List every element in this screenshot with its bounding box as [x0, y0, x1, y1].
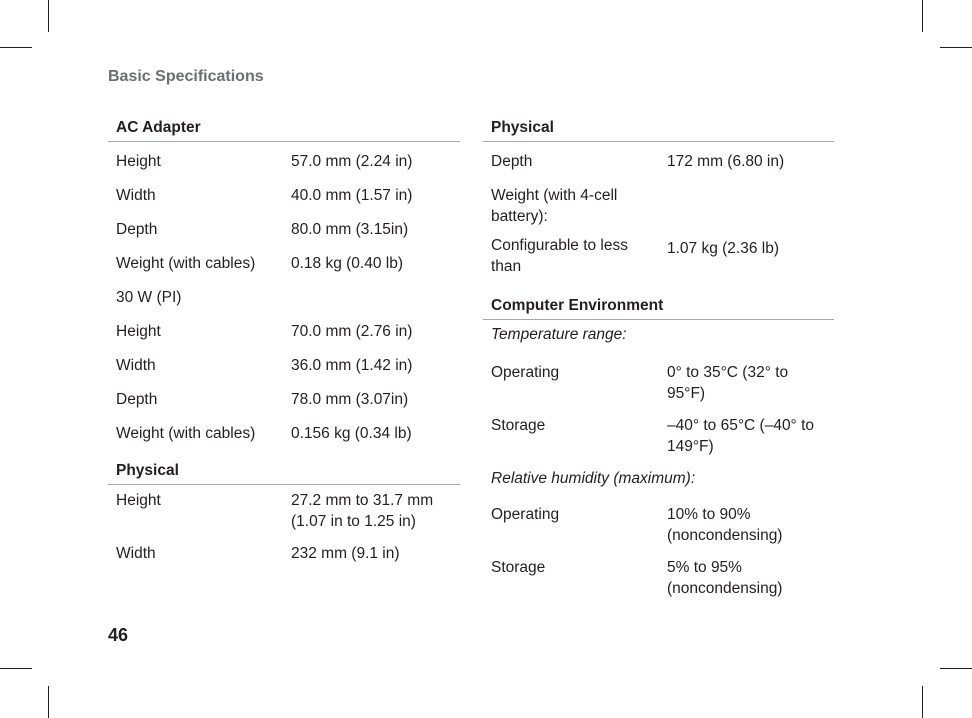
page-header: Basic Specifications — [108, 68, 264, 85]
spec-value: 40.0 mm (1.57 in) — [291, 187, 413, 204]
spec-label-line: Configurable to less — [491, 237, 628, 254]
spec-value: 0.156 kg (0.34 lb) — [291, 425, 412, 442]
spec-subtitle-text: 30 W (PI) — [116, 289, 182, 306]
spec-subheading: Relative humidity (maximum): — [491, 470, 696, 487]
spec-label: Storage — [491, 559, 546, 576]
spec-label — [491, 235, 628, 277]
crop-mark — [922, 0, 923, 32]
spec-row — [108, 219, 460, 240]
spec-value: 57.0 mm (2.24 in) — [291, 153, 413, 170]
spec-label: Height — [116, 323, 161, 340]
section-title-environment: Computer Environment — [483, 293, 834, 320]
right-column — [483, 115, 834, 597]
spec-row — [483, 235, 834, 277]
spec-value-line: (1.07 in to 1.25 in) — [291, 513, 416, 530]
spec-value: 0.18 kg (0.40 lb) — [291, 255, 404, 272]
spec-label — [491, 185, 617, 227]
spec-value-line: 27.2 mm to 31.7 mm — [291, 492, 434, 509]
spec-value-line: (noncondensing) — [667, 580, 783, 597]
spec-label: Depth — [491, 153, 533, 170]
spec-value: 70.0 mm (2.76 in) — [291, 323, 413, 340]
spec-label: Operating — [491, 506, 560, 523]
spec-label: Storage — [491, 417, 546, 434]
section-title-physical: Physical — [108, 458, 460, 485]
spec-label: Width — [116, 357, 156, 374]
spec-row — [483, 151, 834, 172]
spec-value — [667, 504, 827, 546]
spec-subtitle — [108, 287, 460, 308]
spec-row — [108, 185, 460, 206]
spec-row — [108, 423, 460, 444]
crop-mark — [940, 668, 972, 669]
crop-mark — [48, 0, 49, 32]
section-title-physical: Physical — [483, 115, 834, 142]
spec-row — [108, 543, 460, 564]
crop-mark — [0, 668, 32, 669]
page-number: 46 — [108, 625, 129, 645]
spec-label: Height — [116, 153, 161, 170]
spec-value: 78.0 mm (3.07in) — [291, 391, 409, 408]
spec-label: Weight (with cables) — [116, 255, 256, 272]
spec-value: 172 mm (6.80 in) — [667, 153, 785, 170]
spec-label-line: Weight (with 4-cell — [491, 187, 618, 204]
spec-label-line: battery): — [491, 208, 548, 225]
spec-value-line: (noncondensing) — [667, 527, 783, 544]
spec-value: 1.07 kg (2.36 lb) — [667, 240, 780, 257]
spec-row — [108, 151, 460, 172]
left-column — [108, 115, 460, 564]
spec-label: Width — [116, 545, 156, 562]
spec-value-line: 0° to 35°C (32° to — [667, 364, 789, 381]
spec-label: Operating — [491, 364, 560, 381]
spec-value: 232 mm (9.1 in) — [291, 545, 400, 562]
spec-row — [108, 321, 460, 342]
spec-row — [483, 415, 834, 455]
spec-value — [667, 557, 827, 599]
spec-label: Width — [116, 187, 156, 204]
crop-mark — [940, 47, 972, 48]
spec-value-line: 10% to 90% — [667, 506, 751, 523]
spec-value-line: –40° to 65°C (–40° to — [667, 417, 814, 434]
spec-value-line: 149°F) — [667, 438, 714, 455]
spec-label-line: than — [491, 258, 522, 275]
spec-value — [291, 490, 456, 532]
spec-row — [108, 253, 460, 274]
spec-label: Weight (with cables) — [116, 425, 256, 442]
section-title-ac-adapter: AC Adapter — [108, 115, 460, 142]
spec-label: Depth — [116, 391, 158, 408]
spec-value-line: 5% to 95% — [667, 559, 742, 576]
spec-row — [483, 504, 834, 544]
spec-value — [667, 415, 827, 457]
spec-row — [108, 389, 460, 410]
spec-value-line: 95°F) — [667, 385, 706, 402]
spec-label: Height — [116, 492, 161, 509]
spec-row — [483, 362, 834, 402]
spec-subheading: Temperature range: — [491, 326, 627, 343]
spec-value — [667, 362, 827, 404]
spec-row — [483, 185, 834, 227]
spec-value: 36.0 mm (1.42 in) — [291, 357, 413, 374]
spec-value: 80.0 mm (3.15in) — [291, 221, 409, 238]
spec-label: Depth — [116, 221, 158, 238]
spec-row — [108, 355, 460, 376]
crop-mark — [48, 686, 49, 718]
spec-row — [108, 490, 460, 530]
crop-mark — [922, 686, 923, 718]
spec-row — [483, 557, 834, 597]
crop-mark — [0, 47, 32, 48]
